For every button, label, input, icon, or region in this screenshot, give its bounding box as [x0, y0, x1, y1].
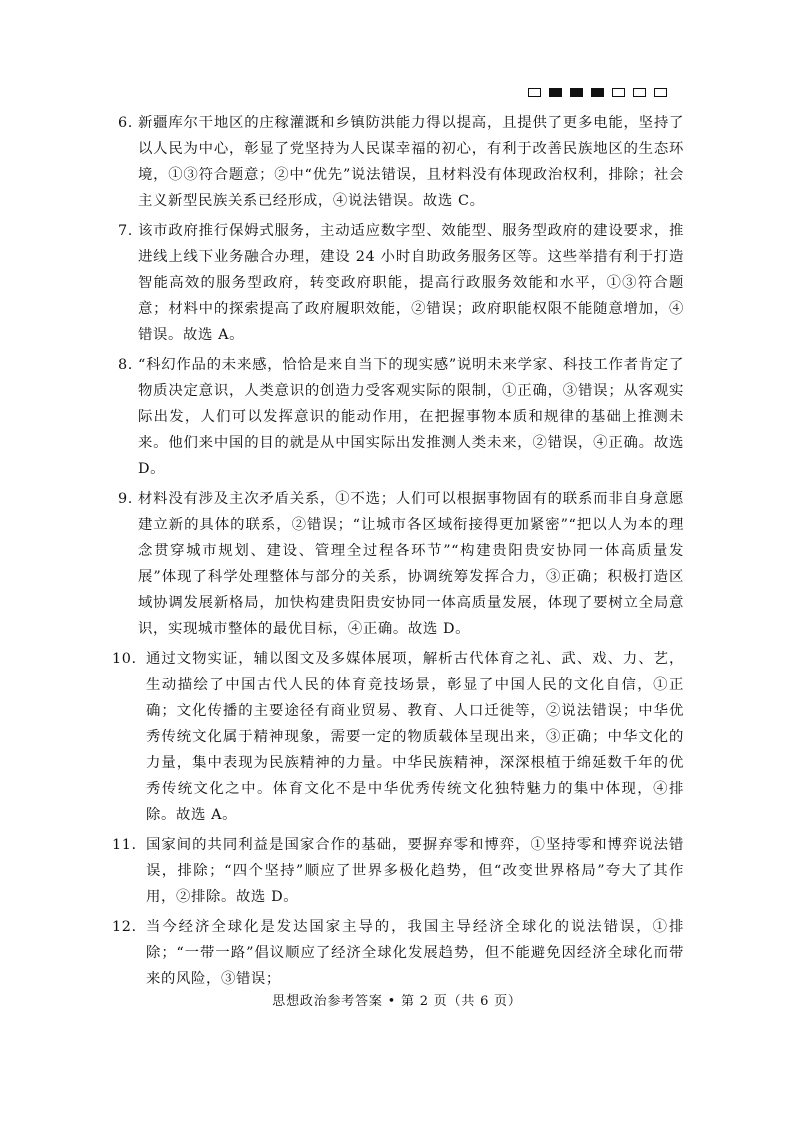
- answer-text: 该市政府推行保姆式服务，主动适应数字型、效能型、服务型政府的建设要求，推进线上线下业务融合办理，建设 24 小时自助政务服务区等。这些举措有利于打造智能高效的服务型政府，转变政府职能，提高行政服务效能和水平，①③符合题意；材料中的探索提高了政府履职效能，②错误；政府职能权限不能随意增加，④错误。故选 A。: [138, 223, 684, 343]
- answer-content: [112, 110, 684, 996]
- question-number: 6.: [118, 115, 133, 131]
- marker-box-filled: [549, 88, 562, 97]
- marker-box-filled: [570, 88, 583, 97]
- question-number: 11.: [112, 837, 137, 853]
- answer-item: [118, 352, 684, 482]
- answer-text: 新疆库尔干地区的庄稼灌溉和乡镇防洪能力得以提高，且提供了更多电能，坚持了以人民为中心，彰显了党坚持为人民谋幸福的初心，有利于改善民族地区的生态环境，①③符合题意；②中“优先”说法错误，且材料没有体现政治权利，排除；社会主义新型民族关系已经形成，④说法错误。故选 C。: [138, 115, 684, 209]
- answer-text: 国家间的共同利益是国家合作的基础，要摒弃零和博弈，①坚持零和博弈说法错误，排除；“四个坚持”顺应了世界多极化趋势，但“改变世界格局”夸大了其作用，②排除。故选 D。: [146, 837, 684, 905]
- marker-box-empty: [528, 88, 541, 97]
- answer-item: [118, 110, 684, 214]
- marker-box-empty: [612, 88, 625, 97]
- answer-item: [112, 832, 684, 910]
- answer-item: [118, 218, 684, 348]
- page-marker-boxes: [528, 88, 667, 97]
- answer-text: 材料没有涉及主次矛盾关系，①不选；人们可以根据事物固有的联系而非自身意愿建立新的具体的联系，②错误；“让城市各区域衔接得更加紧密”“把以人为本的理念贯穿城市规划、建设、管理全过程各环节”“构建贵阳贵安协同一体高质量发展”体现了科学处理整体与部分的关系，协调统筹发挥合力，③正确；积极打造区域协调发展新格局，加快构建贵阳贵安协同一体高质量发展，体现了要树立全局意识，实现城市整体的最优目标，④正确。故选 D。: [138, 491, 684, 637]
- marker-box-empty: [633, 88, 646, 97]
- question-number: 9.: [118, 491, 133, 507]
- answer-text: “科幻作品的未来感，恰恰是来自当下的现实感”说明未来学家、科技工作者肯定了物质决定意识，人类意识的创造力受客观实际的限制，①正确，③错误；从客观实际出发，人们可以发挥意识的能动作用，在把握事物本质和规律的基础上推测未来。他们来中国的目的就是从中国实际出发推测人类未来，②错误，④正确。故选 D。: [138, 357, 684, 477]
- answer-text: 通过文物实证，辅以图文及多媒体展项，解析古代体育之礼、武、戏、力、艺，生动描绘了中国古代人民的体育竞技场景，彰显了中国人民的文化自信，①正确；文化传播的主要途径有商业贸易、教育、人口迁徙等，②说法错误；中华优秀传统文化属于精神现象，需要一定的物质载体呈现出来，③正确；中华文化的力量，集中表现为民族精神的力量。中华民族精神，深深根植于绵延数千年的优秀传统文化之中。体育文化不是中华优秀传统文化独特魅力的集中体现，④排除。故选 A。: [146, 651, 684, 823]
- answer-item: [112, 646, 684, 828]
- page-footer: 思想政治参考答案 • 第 2 页（共 6 页）: [272, 994, 522, 1009]
- answer-item: [118, 486, 684, 642]
- marker-box-empty: [654, 88, 667, 97]
- marker-box-filled: [591, 88, 604, 97]
- question-number: 8.: [118, 357, 133, 373]
- answer-text: 当今经济全球化是发达国家主导的，我国主导经济全球化的说法错误，①排除；“一带一路”倡议顺应了经济全球化发展趋势，但不能避免因经济全球化而带来的风险，③错误；: [146, 919, 684, 987]
- question-number: 10.: [112, 651, 137, 667]
- answer-item: [112, 914, 684, 992]
- question-number: 12.: [112, 919, 137, 935]
- question-number: 7.: [118, 223, 133, 239]
